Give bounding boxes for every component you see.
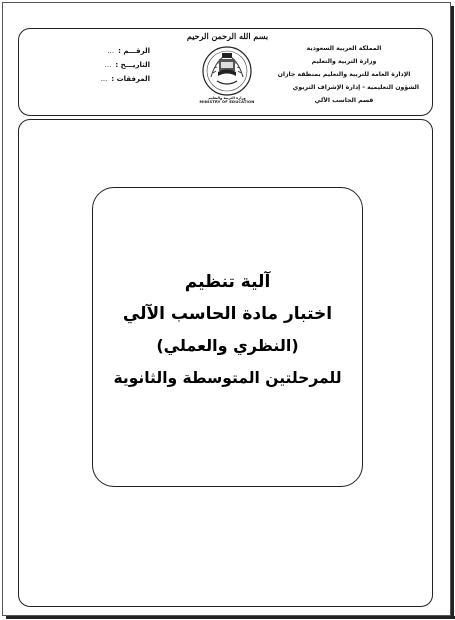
title-line-2: اختبار مادة الحاسب الآلي: [122, 304, 333, 324]
organization-block: [269, 42, 419, 107]
field-number-label: الرقـــم :: [118, 47, 150, 55]
field-number-value: ...: [107, 47, 115, 55]
basmala: بسم الله الرحمن الرحيم: [186, 31, 269, 41]
document-title: [100, 266, 355, 394]
org-line-department: الشؤون التعليمية - إدارة الإشراف التربوي: [292, 84, 419, 91]
field-attachments-label: المرفقات :: [111, 75, 150, 83]
title-line-3: (النظري والعملي): [156, 336, 299, 355]
logo-caption-english: MINISTRY OF EDUCATION: [199, 100, 255, 104]
logo-caption-arabic: وزارة التربية والتعليم: [208, 96, 246, 100]
logo-caption: [190, 96, 264, 104]
org-line-country: المملكة العربية السعودية: [306, 45, 382, 52]
field-date-label: التاريـــخ :: [115, 61, 150, 69]
field-date-value: ...: [104, 61, 112, 69]
org-line-ministry: وزارة التربية والتعليم: [311, 58, 377, 65]
field-attachments-value: ...: [100, 75, 108, 83]
field-number: [70, 44, 150, 58]
field-attachments: [70, 72, 150, 86]
org-line-section: قسم الحاسب الآلي: [314, 97, 374, 104]
reference-fields: [70, 44, 150, 86]
title-line-1: آلية تنظيم: [184, 272, 271, 292]
org-line-directorate: الإدارة العامة للتربية والتعليم بمنطقة جازان: [277, 71, 411, 78]
title-line-4: للمرحلتين المتوسطة والثانوية: [113, 369, 342, 387]
ministry-logo: [199, 43, 255, 99]
field-date: [70, 58, 150, 72]
